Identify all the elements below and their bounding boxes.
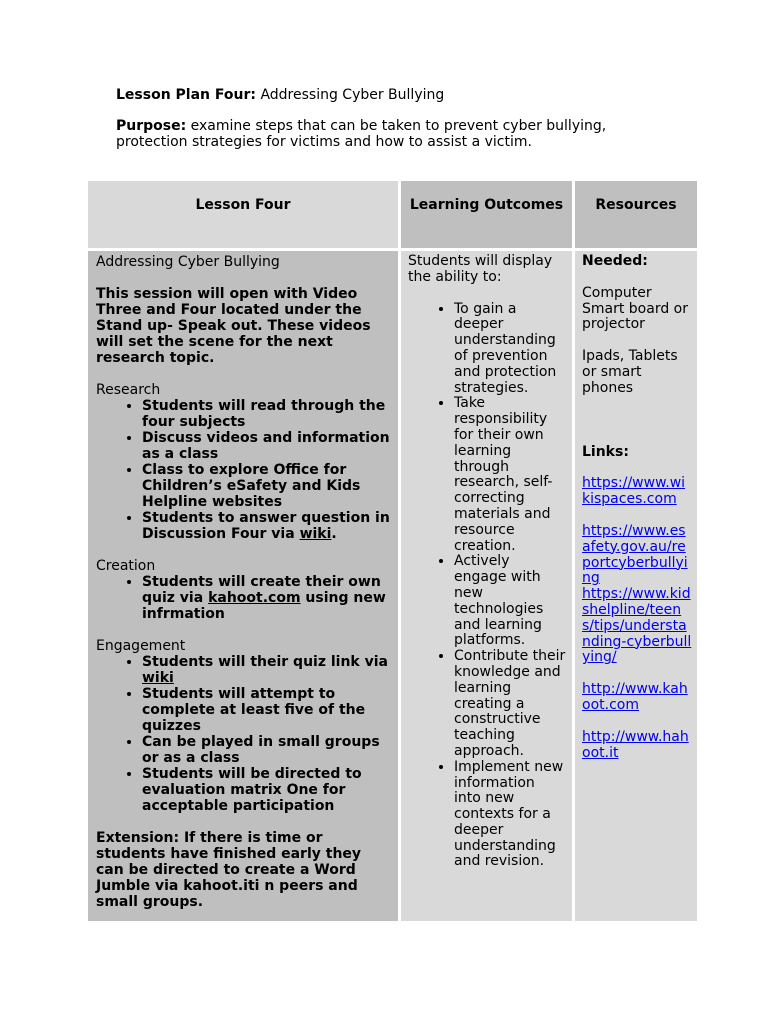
list-item-text: Students will create their own quiz via	[142, 574, 381, 606]
extension-text: Extension: If there is time or students have finished early they can be directed to create a Word Jumble via kahoot.iti n peers and small groups.	[96, 830, 362, 910]
lesson-table	[85, 181, 700, 921]
kahoot-link[interactable]: kahoot.com	[208, 590, 301, 606]
outcomes-cell	[401, 251, 572, 921]
list-item-text: using new infrmation	[142, 590, 386, 622]
list-item: • Implement new information into new contexts for a deeper understanding and revision.	[454, 760, 566, 871]
engagement-label: Engagement	[96, 638, 186, 654]
wiki-link[interactable]: wiki	[142, 670, 174, 686]
list-item	[142, 574, 392, 622]
purpose-statement	[116, 118, 676, 150]
lesson-intro: This session will open with Video Three and Four located under the Stand up- Speak out. These videos will set the scene for the next research topic.	[96, 286, 371, 366]
needed-label: Needed:	[582, 253, 648, 269]
purpose-value: examine steps that can be taken to prevent cyber bullying, protection strategies for victims and how to assist a victim.	[116, 118, 607, 150]
list-item: • Class to explore Office for Children’s eSafety and Kids Helpline websites	[142, 462, 392, 510]
header-lesson-four: Lesson Four	[88, 181, 398, 248]
resources-cell	[575, 251, 697, 921]
list-item-text: Students to answer question in Discussion Four via	[142, 510, 390, 542]
engagement-list	[96, 654, 392, 814]
outcomes-intro: Students will display the ability to:	[408, 253, 553, 285]
header-resources: Resources	[575, 181, 697, 248]
research-label: Research	[96, 382, 161, 398]
list-item: • To gain a deeper understanding of prevention and protection strategies.	[454, 302, 566, 397]
resource-link-esafety[interactable]: https://www.esafety.gov.au/reportcyberbullying	[582, 522, 688, 587]
list-item: • Can be played in small groups or as a class	[142, 734, 392, 766]
list-item: • Students will be directed to evaluation matrix One for acceptable participation	[142, 766, 392, 814]
needed-item: Computer Smart board or projector	[582, 284, 688, 333]
needed-item: Ipads, Tablets or smart phones	[582, 348, 678, 396]
resource-link-kahoot[interactable]: http://www.kahoot.com	[582, 681, 688, 713]
title-value: Addressing Cyber Bullying	[260, 87, 445, 103]
list-item: • Actively engage with new technologies and learning platforms.	[454, 554, 566, 649]
lesson-title	[116, 87, 676, 103]
header-learning-outcomes: Learning Outcomes	[401, 181, 572, 248]
wiki-link[interactable]: wiki	[299, 526, 332, 542]
outcomes-list	[408, 302, 566, 871]
list-item	[142, 510, 392, 542]
purpose-label: Purpose:	[116, 118, 187, 134]
creation-list	[96, 574, 392, 622]
list-item	[142, 654, 392, 686]
creation-label: Creation	[96, 558, 156, 574]
list-item: • Discuss videos and information as a class	[142, 430, 392, 462]
lesson-heading: Addressing Cyber Bullying	[96, 254, 280, 270]
resource-link-wikispaces[interactable]: https://www.wikispaces.com	[582, 475, 686, 508]
links-label: Links:	[582, 443, 629, 460]
lesson-cell	[88, 251, 398, 921]
list-item: • Contribute their knowledge and learning creating a constructive teaching approach.	[454, 649, 566, 760]
resource-link-hahoot[interactable]: http://www.hahoot.it	[582, 728, 689, 761]
list-item-text: Students will their quiz link via	[142, 654, 388, 670]
resource-link-kidshelpline[interactable]: https://www.kidshelpline/teens/tips/understanding-cyberbullying/	[582, 586, 692, 666]
title-label: Lesson Plan Four:	[116, 87, 256, 103]
list-item-text: .	[331, 526, 337, 542]
list-item: • Take responsibility for their own learning through research, self-correcting materials and resource creation.	[454, 396, 566, 554]
list-item: • Students will attempt to complete at least five of the quizzes	[142, 686, 392, 734]
list-item: • Students will read through the four subjects	[142, 398, 392, 430]
research-list	[96, 398, 392, 542]
